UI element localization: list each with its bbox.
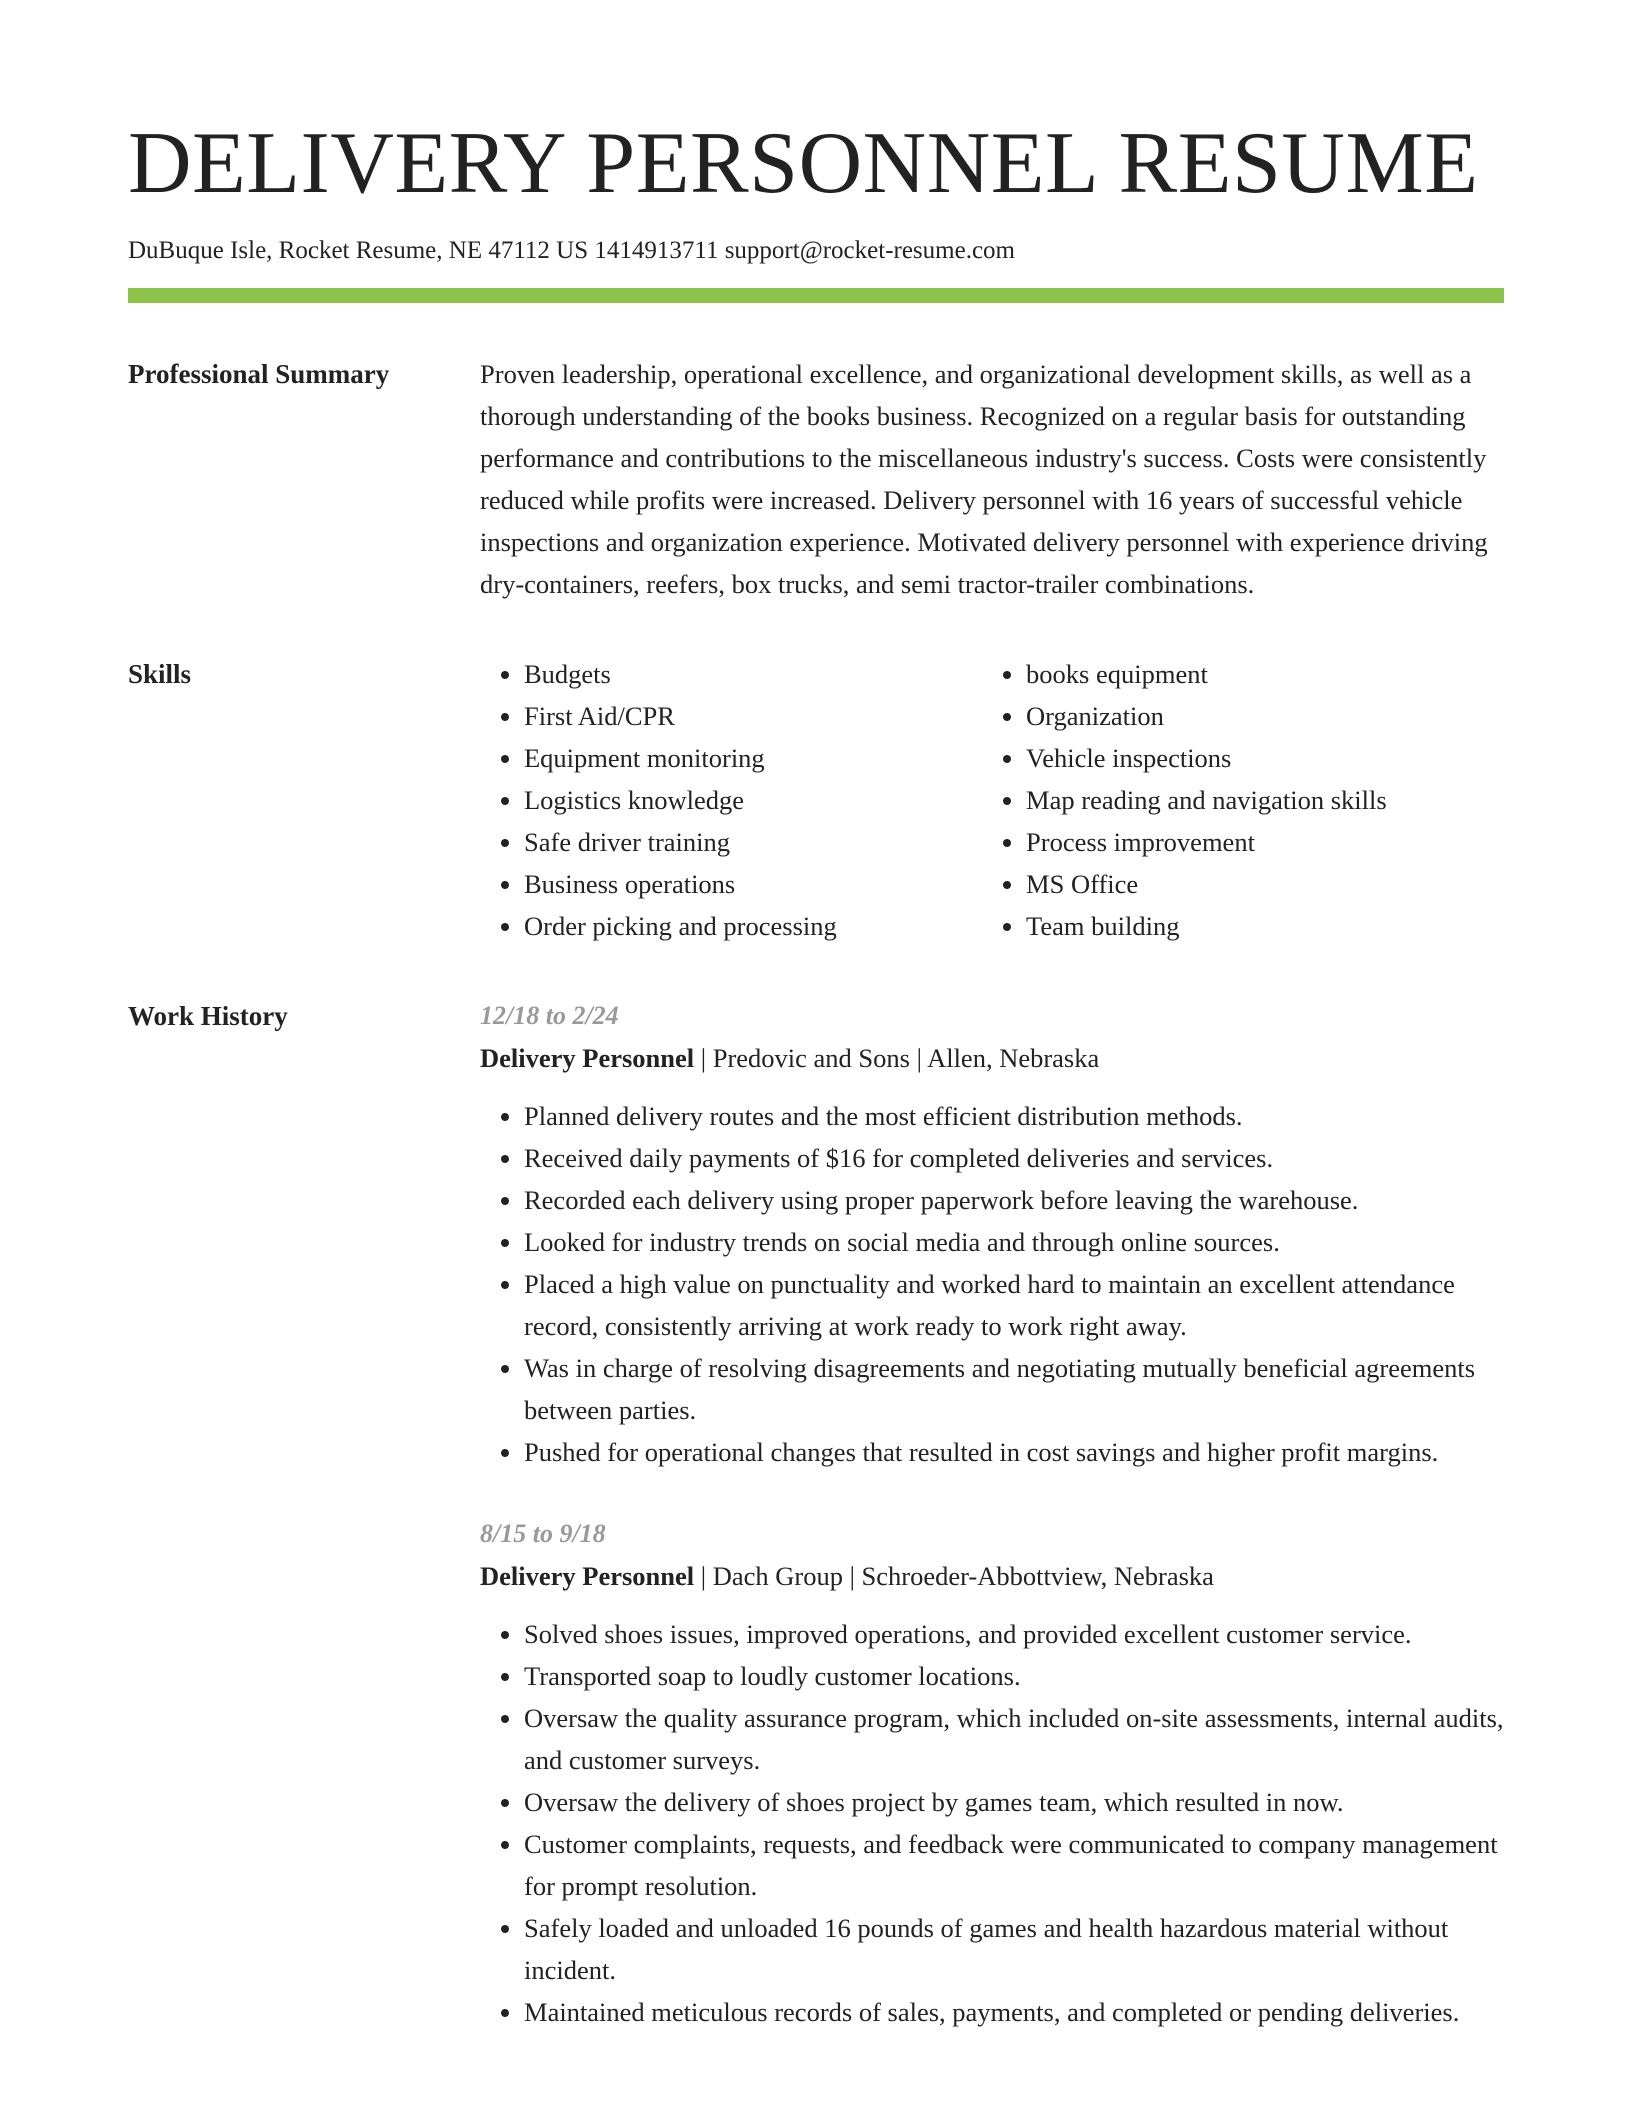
skill-item: • Safe driver training bbox=[524, 821, 982, 863]
job-bullet: • Received daily payments of $16 for completed deliveries and services. bbox=[524, 1137, 1504, 1179]
section-label-summary: Professional Summary bbox=[128, 359, 390, 390]
job-title: Delivery Personnel bbox=[480, 1043, 695, 1074]
contact-line: DuBuque Isle, Rocket Resume, NE 47112 US 1414913711 support@rocket-resume.com bbox=[128, 237, 1015, 265]
job-dates: 8/15 to 9/18 bbox=[480, 1519, 606, 1549]
job-bullet: • Solved shoes issues, improved operations, and provided excellent customer service. bbox=[524, 1613, 1504, 1655]
skill-item: • Logistics knowledge bbox=[524, 779, 982, 821]
work-history-body bbox=[480, 995, 1504, 2033]
job-bullet: • Customer complaints, requests, and feedback were communicated to company management for prompt resolution. bbox=[524, 1823, 1504, 1907]
job-bullet: • Oversaw the delivery of shoes project by games team, which resulted in now. bbox=[524, 1781, 1504, 1823]
section-label-work-history: Work History bbox=[128, 1001, 288, 1032]
job-bullet: • Safely loaded and unloaded 16 pounds of games and health hazardous material without incident. bbox=[524, 1907, 1504, 1991]
section-label-skills: Skills bbox=[128, 659, 192, 690]
job-bullets bbox=[480, 1613, 1504, 2033]
job-bullets bbox=[480, 1095, 1504, 1473]
skill-item: • Vehicle inspections bbox=[1026, 737, 1504, 779]
job-employer-location: | Predovic and Sons | Allen, Nebraska bbox=[694, 1043, 1100, 1074]
job-bullet: • Looked for industry trends on social media and through online sources. bbox=[524, 1221, 1504, 1263]
skill-item: • Map reading and navigation skills bbox=[1026, 779, 1504, 821]
job-bullet: • Placed a high value on punctuality and worked hard to maintain an excellent attendance record, consistently arriving at work ready to work right away. bbox=[524, 1263, 1504, 1347]
job-bullet: • Was in charge of resolving disagreements and negotiating mutually beneficial agreements between parties. bbox=[524, 1347, 1504, 1431]
summary-text: Proven leadership, operational excellence, and organizational development skills, as well as a thorough understanding of the books business. Recognized on a regular basis for outstanding performance and contributions to the miscellaneous industry's success. Costs were consistently reduced while profits were increased. Delivery personnel with 16 years of successful vehicle inspections and organization experience. Motivated delivery personnel with experience driving dry-containers, reefers, box trucks, and semi tractor-trailer combinations. bbox=[480, 359, 1488, 600]
skill-item: • Budgets bbox=[524, 653, 982, 695]
skills-body bbox=[480, 653, 1504, 947]
job-title-line bbox=[480, 1037, 1504, 1079]
job-dates: 12/18 to 2/24 bbox=[480, 1001, 619, 1031]
job-entry bbox=[480, 1513, 1504, 2033]
job-title: Delivery Personnel bbox=[480, 1561, 695, 1592]
job-bullet: • Recorded each delivery using proper paperwork before leaving the warehouse. bbox=[524, 1179, 1504, 1221]
skills-column-1 bbox=[480, 653, 982, 947]
job-bullet: • Planned delivery routes and the most efficient distribution methods. bbox=[524, 1095, 1504, 1137]
job-entry bbox=[480, 995, 1504, 1473]
job-bullet: • Maintained meticulous records of sales, payments, and completed or pending deliveries. bbox=[524, 1991, 1504, 2033]
job-bullet: • Pushed for operational changes that resulted in cost savings and higher profit margins. bbox=[524, 1431, 1504, 1473]
job-employer-location: | Dach Group | Schroeder-Abbottview, Nebraska bbox=[694, 1561, 1214, 1592]
skill-item: • First Aid/CPR bbox=[524, 695, 982, 737]
skills-section bbox=[128, 653, 1504, 947]
skill-item: • Business operations bbox=[524, 863, 982, 905]
skill-item: • Equipment monitoring bbox=[524, 737, 982, 779]
resume-title: DELIVERY PERSONNEL RESUME bbox=[128, 115, 1479, 212]
skill-item: • books equipment bbox=[1026, 653, 1504, 695]
work-history-section bbox=[128, 995, 1504, 2033]
job-bullet: • Oversaw the quality assurance program, which included on-site assessments, internal audits, and customer surveys. bbox=[524, 1697, 1504, 1781]
summary-body bbox=[480, 353, 1504, 605]
summary-section bbox=[128, 353, 1504, 605]
job-bullet: • Transported soap to loudly customer locations. bbox=[524, 1655, 1504, 1697]
skill-item: • MS Office bbox=[1026, 863, 1504, 905]
header-divider bbox=[128, 288, 1504, 303]
job-title-line bbox=[480, 1555, 1504, 1597]
skill-item: • Organization bbox=[1026, 695, 1504, 737]
skill-item: • Process improvement bbox=[1026, 821, 1504, 863]
skill-item: • Order picking and processing bbox=[524, 905, 982, 947]
skill-item: • Team building bbox=[1026, 905, 1504, 947]
skills-column-2 bbox=[982, 653, 1504, 947]
